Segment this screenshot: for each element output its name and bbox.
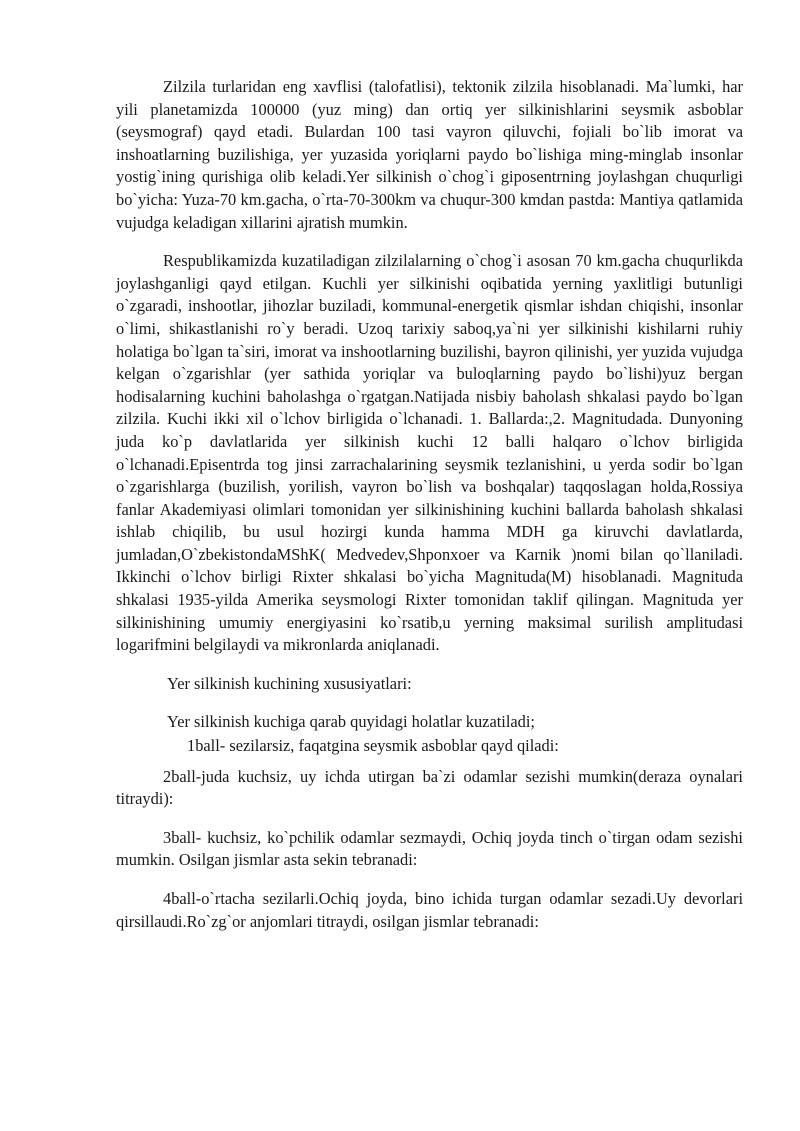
list-item-3-ball: 3ball- kuchsiz, ko`pchilik odamlar sezmaydi, Ochiq joyda tinch o`tirgan odam sezishi mumkin. Osilgan jismlar asta sekin tebranadi: xyxy=(116,827,743,870)
section-heading-properties: Yer silkinish kuchining xususiyatlari: xyxy=(167,673,412,693)
paragraph-observed-states: Yer silkinish kuchiga qarab quyidagi holatlar kuzatiladi; xyxy=(167,712,535,732)
document-page xyxy=(116,76,743,933)
list-item-1-ball: 1ball- sezilarsiz, faqatgina seysmik asboblar qayd qiladi: xyxy=(187,736,559,756)
list-item-4-ball: 4ball-o`rtacha sezilarli.Ochiq joyda, bino ichida turgan odamlar sezadi.Uy devorlari qirsillaudi.Ro`zg`or anjomlari titraydi, osilgan jismlar tebranadi: xyxy=(116,889,743,931)
paragraph-measurement-scales: Respublikamizda kuzatiladigan zilzilalarning o`chog`i asosan 70 km.gacha chuqurlikda joylashganligi qayd etilgan. Kuchli yer silkinishi oqibatida yerning yaxlitligi butunligi o`zgaradi, inshootlar, jihozlar buziladi, kommunal-energetik qismlar ishdan chiqishi, insonlar o`limi, shikastlanishi ro`y beradi. Uzoq tarixiy saboq,ya`ni yer silkinishi kishilarni ruhiy holatiga bo`lgan ta`siri, imorat va inshootlarning buzilishi, bayron qilinishi, yer yuzida vujudga kelgan o`zgarishlar (yer sathida yoriqlar va buloqlarning paydo bo`lishi)yuz bergan hodisalarning kuchini baholashga o`rgatgan.Natijada nisbiy baholash shkalasi paydo bo`lgan zilzila. Kuchi ikki xil o`lchov birligida o`lchanadi. 1. Ballarda:,2. Magnitudada. Dunyoning juda ko`p davlatlarida yer silkinish kuchi 12 balli halqaro o`lchov birligida o`lchanadi.Episentrda tog jinsi zarrachalarining seysmik tezlanishini, u yerda sodir bo`lgan o`zgarishlarga (buzilish, yorilish, vayron bo`lish va boshqalar) taqqoslagan holda,Rossiya fanlar Akademiyasi olimlari tomonidan yer silkinishining kuchini ballarda baholash shkalasi ishlab chiqilib, bu usul hozirgi kunda hamma MDH ga kiruvchi davlatlarda, jumladan,O`zbekistondaMShK( Medvedev,Shponxoer va Karnik )nomi bilan qo`llaniladi. Ikkinchi o`lchov birligi Rixter shkalasi bo`yicha Magnituda(M) hisoblanadi. Magnituda shkalasi 1935-yilda Amerika seysmologi Rixter tomonidan taklif qilingan. Magnituda yer silkinishining umumiy energiyasini ko`rsatib,u yerning maksimal surilish amplitudasi logarifmini belgilaydi va mikronlarda aniqlanadi. xyxy=(116,251,743,655)
list-item-2-ball: 2ball-juda kuchsiz, uy ichda utirgan ba`zi odamlar sezishi mumkin(deraza oynalari titraydi): xyxy=(116,766,743,809)
paragraph-tectonic-earthquakes: Zilzila turlaridan eng xavflisi (talofatlisi), tektonik zilzila hisoblanadi. Ma`lumki, har yili planetamizda 100000 (yuz ming) dan ortiq yer silkinishlarini seysmik asboblar (seysmograf) qayd etadi. Bulardan 100 tasi vayron qiluvchi, fojiali bo`lib imorat va inshoatlarning buzilishiga, yer yuzasida yoriqlarni paydo bo`lishiga ming-minglab insonlar yostig`ining qurishiga olib keladi.Yer silkinish o`chog`i giposentrning joylashgan chuqurligi bo`yicha: Yuza-70 km.gacha, o`rta-70-300km va chuqur-300 kmdan pastda: Mantiya qatlamida vujudga keladigan xillarini ajratish mumkin. xyxy=(116,77,743,232)
